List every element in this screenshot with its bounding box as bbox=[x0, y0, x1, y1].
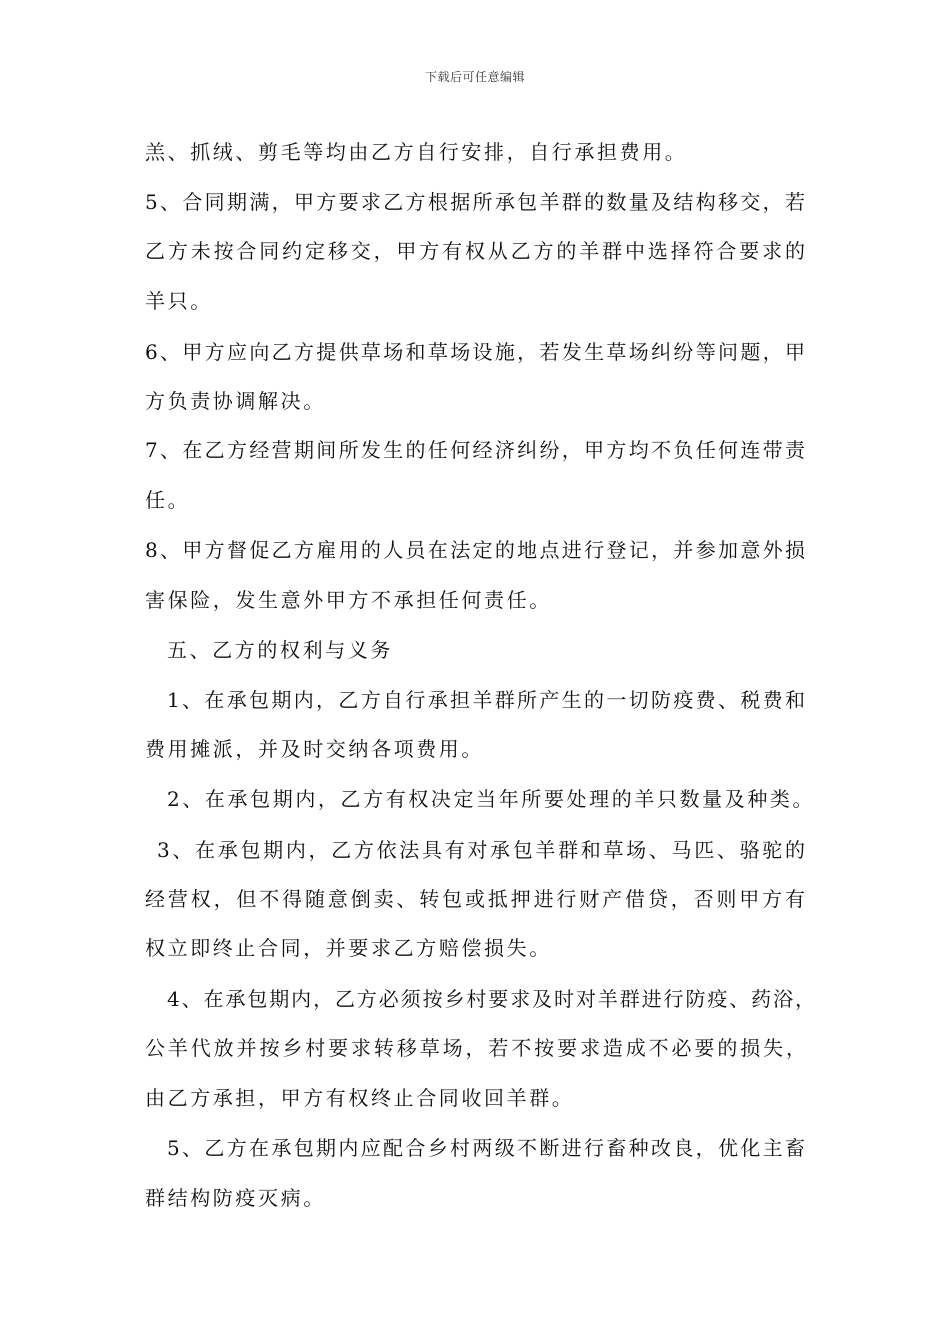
text-line: 由乙方承担，甲方有权终止合同收回羊群。 bbox=[145, 1086, 575, 1110]
text-line: 5、乙方在承包期内应配合乡村两级不断进行畜种改良，优化主畜 bbox=[167, 1136, 805, 1160]
text-line: 乙方未按合同约定移交，甲方有权从乙方的羊群中选择符合要求的 bbox=[145, 239, 805, 263]
text-line: 群结构防疫灭病。 bbox=[145, 1186, 326, 1210]
text-line: 方负责协调解决。 bbox=[145, 389, 326, 413]
text-line: 害保险，发生意外甲方不承担任何责任。 bbox=[145, 588, 552, 612]
text-line: 任。 bbox=[145, 488, 191, 512]
text-line: 1、在承包期内，乙方自行承担羊群所产生的一切防疫费、税费和 bbox=[167, 688, 805, 712]
text-line: 权立即终止合同，并要求乙方赔偿损失。 bbox=[145, 936, 552, 960]
text-line: 6、甲方应向乙方提供草场和草场设施，若发生草场纠纷等问题，甲 bbox=[145, 340, 805, 364]
text-line: 8、甲方督促乙方雇用的人员在法定的地点进行登记，并参加意外损 bbox=[145, 538, 805, 562]
section-heading: 五、乙方的权利与义务 bbox=[167, 638, 393, 662]
text-line: 4、在承包期内，乙方必须按乡村要求及时对羊群进行防疫、药浴， bbox=[167, 987, 815, 1011]
text-line: 羊只。 bbox=[145, 289, 213, 313]
text-line: 2、在承包期内，乙方有权决定当年所要处理的羊只数量及种类。 bbox=[167, 787, 816, 811]
page-header: 下载后可任意编辑 bbox=[424, 70, 525, 84]
text-line: 羔、抓绒、剪毛等均由乙方自行安排，自行承担费用。 bbox=[145, 140, 688, 164]
text-line: 经营权，但不得随意倒卖、转包或抵押进行财产借贷，否则甲方有 bbox=[145, 887, 805, 911]
text-line: 7、在乙方经营期间所发生的任何经济纠纷，甲方均不负任何连带责 bbox=[145, 438, 805, 462]
text-line: 5、合同期满，甲方要求乙方根据所承包羊群的数量及结构移交，若 bbox=[145, 190, 805, 214]
text-line: 3、在承包期内，乙方依法具有对承包羊群和草场、马匹、骆驼的 bbox=[157, 838, 805, 862]
text-line: 公羊代放并按乡村要求转移草场，若不按要求造成不必要的损失， bbox=[145, 1036, 806, 1060]
text-line: 费用摊派，并及时交纳各项费用。 bbox=[145, 737, 484, 761]
